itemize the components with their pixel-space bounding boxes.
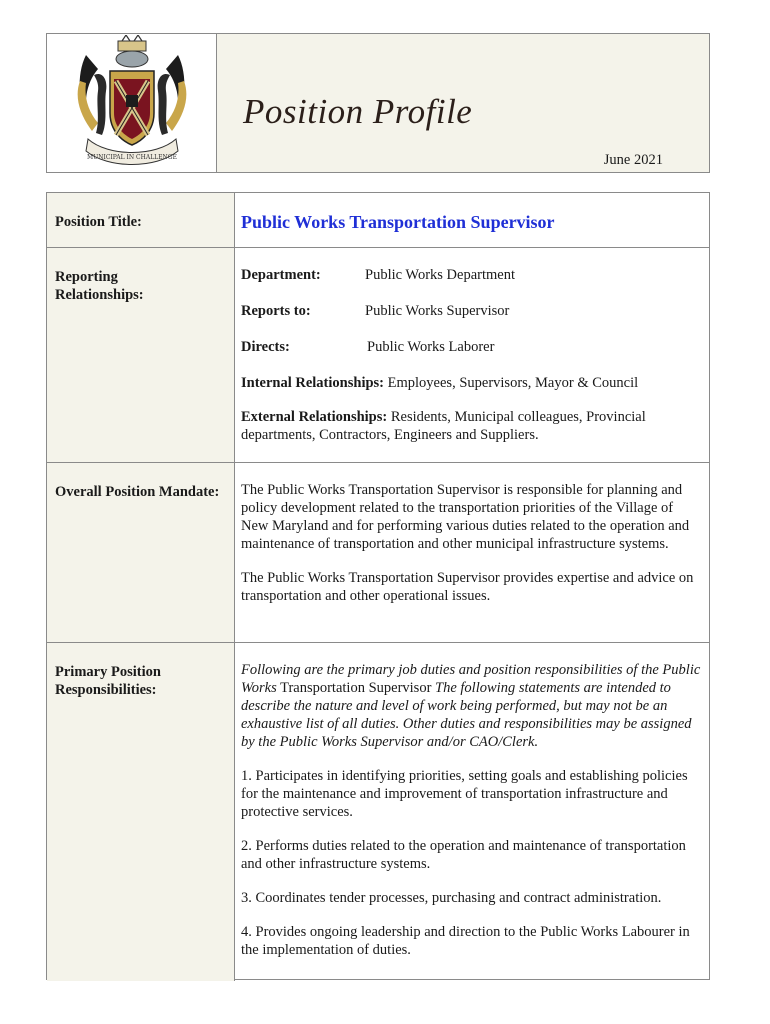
department-field — [241, 266, 701, 284]
mandate-label: Overall Position Mandate: — [47, 463, 235, 642]
crest-cell — [47, 34, 217, 172]
coat-of-arms-logo — [72, 35, 192, 171]
reports-to-label: Reports to: — [241, 303, 311, 319]
reports-to-value: Public Works Supervisor — [365, 303, 510, 319]
page-title: Position Profile — [243, 92, 473, 131]
reporting-label-line1: Reporting — [55, 269, 118, 285]
crest-motto: MUNICIPAL IN CHALLENGE — [86, 154, 177, 161]
responsibilities-row — [47, 643, 709, 981]
document-date: June 2021 — [603, 152, 663, 168]
responsibilities-label — [47, 643, 235, 981]
position-title-row — [47, 193, 709, 248]
internal-relationships — [241, 374, 701, 392]
responsibilities-label-line1: Primary Position — [55, 664, 161, 680]
external-relationships — [241, 408, 701, 444]
intro-part-1: Following are the primary job duties and position responsibilities of the Public Works — [241, 662, 701, 696]
reporting-label-line2: Relationships: — [55, 287, 144, 303]
mandate-row — [47, 463, 709, 643]
directs-label: Directs: — [241, 339, 290, 355]
intro-part-2: Transportation Supervisor — [276, 680, 436, 696]
intro-part-3: The following statements are intended to describe the nature and level of work being performed, but may not be an exhaustive list of all duties. Other duties and responsibilities may be assigned by the Public Works Supervisor and/or CAO/Clerk. — [241, 680, 692, 750]
duty-item: 2. Performs duties related to the operation and maintenance of transportation and other infrastructure systems. — [241, 838, 686, 872]
directs-value: Public Works Laborer — [367, 339, 495, 355]
mandate-paragraph-1: The Public Works Transportation Supervisor is responsible for planning and policy development related to the transportation priorities of the Village of New Maryland and for performing various duties related to the operation and maintenance of transportation and other municipal infrastructure systems. — [241, 482, 690, 552]
duty-item: 1. Participates in identifying priorities, setting goals and establishing policies for the maintenance and improvement of transportation infrastructure and protective services. — [241, 768, 688, 820]
department-value: Public Works Department — [365, 267, 515, 283]
internal-relationships-label: Internal Relationships: — [241, 375, 385, 391]
duty-item: 3. Coordinates tender processes, purchasing and contract administration. — [241, 890, 662, 906]
document-header — [46, 33, 710, 173]
profile-table — [46, 192, 710, 980]
internal-relationships-value: Employees, Supervisors, Mayor & Council — [384, 375, 639, 391]
reporting-row — [47, 248, 709, 463]
department-label: Department: — [241, 267, 321, 283]
reports-to-field — [241, 302, 701, 320]
position-title-label: Position Title: — [47, 193, 235, 247]
directs-field — [241, 338, 701, 356]
mandate-paragraph-2: The Public Works Transportation Supervisor provides expertise and advice on transportation and other operational issues. — [241, 570, 694, 604]
responsibilities-intro — [241, 661, 701, 751]
external-relationships-label: External Relationships: — [241, 409, 388, 425]
position-title-value: Public Works Transportation Supervisor — [241, 212, 555, 232]
external-relationships-value: Residents, Municipal colleagues, Provincial departments, Contractors, Engineers and Suppliers. — [241, 409, 646, 443]
duty-item: 4. Provides ongoing leadership and direction to the Public Works Labourer in the implementation of duties. — [241, 924, 690, 958]
reporting-label — [47, 248, 235, 462]
title-cell — [217, 34, 709, 172]
responsibilities-label-line2: Responsibilities: — [55, 682, 157, 698]
